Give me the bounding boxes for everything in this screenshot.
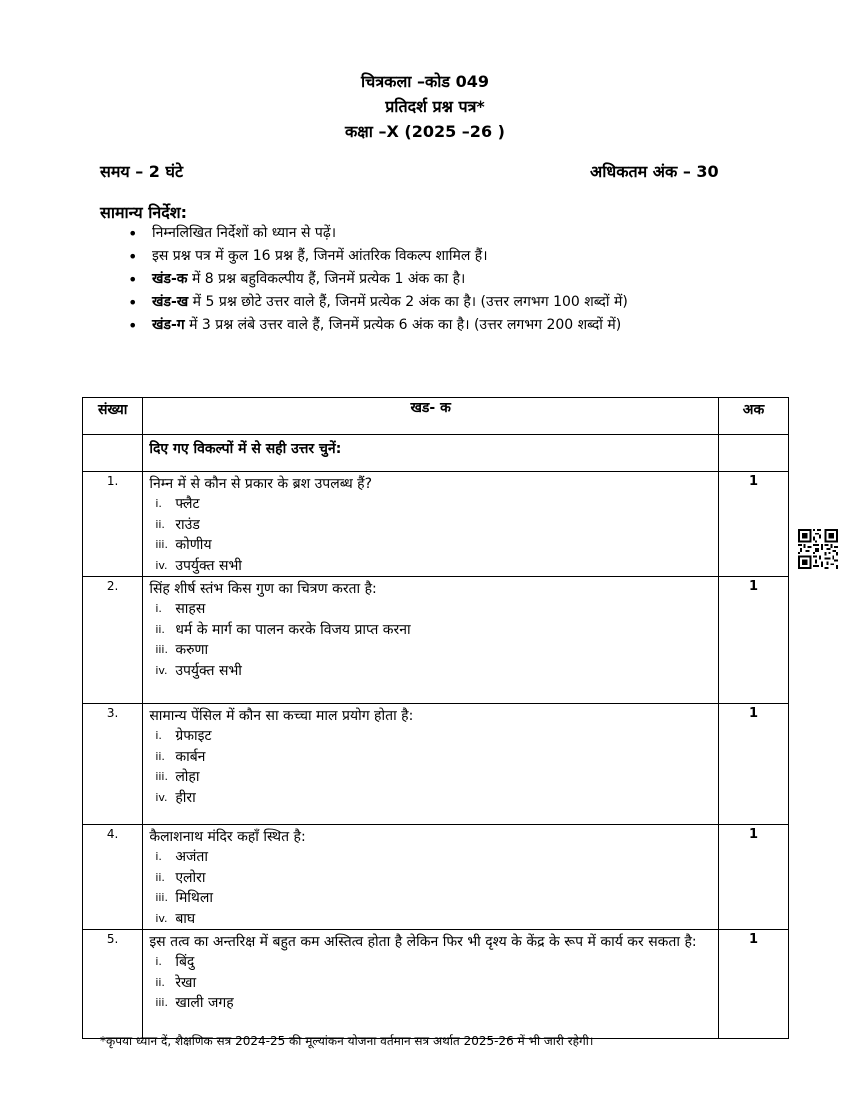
question-marks: 1 <box>719 704 789 825</box>
question-marks: 1 <box>719 930 789 1039</box>
question-text: सामान्य पेंसिल में कौन सा कच्चा माल प्रयोग होता है: <box>149 708 414 724</box>
question-text: सिंह शीर्ष स्तंभ किस गुण का चित्रण करता है: <box>149 581 377 597</box>
question-number: 5. <box>83 930 143 1039</box>
table-header-row <box>83 398 789 435</box>
instruction-item: • खंड-ख में 5 प्रश्न छोटे उत्तर वाले हैं, जिनमें प्रत्येक 2 अंक का है। (उत्तर लगभग 100 शब्दों में) <box>128 291 748 314</box>
time-allowed: समय – 2 घंटे <box>100 162 184 181</box>
table-row <box>83 704 789 825</box>
instructions-title: सामान्य निर्देश: <box>100 203 188 222</box>
option-item: i. बिंदु <box>155 954 195 970</box>
instruction-item: • इस प्रश्न पत्र में कुल 16 प्रश्न हैं, जिनमें आंतरिक विकल्प शामिल हैं। <box>128 245 748 268</box>
paper-title: चित्रकला –कोड 049 <box>361 72 489 91</box>
max-marks: अधिकतम अंक – 30 <box>590 162 719 181</box>
option-item: i. ग्रेफाइट <box>155 728 212 744</box>
option-item: iv. उपर्युक्त सभी <box>155 557 242 574</box>
instruction-item: • खंड-ग में 3 प्रश्न लंबे उत्तर वाले हैं, जिनमें प्रत्येक 6 अंक का है। (उत्तर लगभग 200 शब्दों में) <box>128 314 748 337</box>
question-marks: 1 <box>719 825 789 930</box>
question-text: कैलाशनाथ मंदिर कहाँ स्थित है: <box>149 829 306 845</box>
question-number: 4. <box>83 825 143 930</box>
question-number: 3. <box>83 704 143 825</box>
option-item: ii. रेखा <box>155 974 197 991</box>
instruction-row <box>83 435 789 472</box>
col-section-header: खड- क <box>143 398 719 435</box>
options-list <box>149 726 712 808</box>
options-list <box>149 494 712 576</box>
table-row <box>83 472 789 577</box>
table-row <box>83 825 789 930</box>
question-text: निम्न में से कौन से प्रकार के ब्रश उपलब्ध हैं? <box>149 476 373 492</box>
col-marks-header: अक <box>719 398 789 435</box>
option-item: iii. करुणा <box>155 642 209 658</box>
option-item: i. साहस <box>155 601 206 617</box>
instruction-item: • खंड-क में 8 प्रश्न बहुविकल्पीय हैं, जिनमें प्रत्येक 1 अंक का है। <box>128 268 748 291</box>
option-item: ii. धर्म के मार्ग का पालन करके विजय प्राप्त करना <box>155 621 411 638</box>
question-marks: 1 <box>719 472 789 577</box>
paper-subtitle: प्रतिदर्श प्रश्न पत्र* <box>385 97 485 116</box>
qr-code-icon <box>798 528 838 570</box>
option-item: ii. एलोरा <box>155 869 206 886</box>
options-list <box>149 847 712 929</box>
question-text: इस तत्व का अन्तरिक्ष में बहुत कम अस्तित्व होता है लेकिन फिर भी दृश्य के केंद्र के रूप में कार्य कर सकता है: <box>149 934 697 950</box>
option-item: iii. लोहा <box>155 769 200 785</box>
class-line: कक्षा –X (2025 –26 ) <box>345 122 505 141</box>
section-instruction: दिए गए विकल्पों में से सही उत्तर चुनें: <box>143 435 719 472</box>
instructions-list <box>128 222 748 337</box>
footnote: *कृपया ध्यान दें, शैक्षणिक सत्र 2024-25 की मूल्यांकन योजना वर्तमान सत्र अर्थात 2025-26 में भी जारी रहेगी। <box>100 1034 594 1048</box>
question-number: 1. <box>83 472 143 577</box>
option-item: iii. कोणीय <box>155 537 212 553</box>
option-item: i. फ्लैट <box>155 496 200 512</box>
option-item: iv. उपर्युक्त सभी <box>155 662 242 679</box>
option-item: iv. बाघ <box>155 910 196 927</box>
question-table <box>82 397 789 1039</box>
option-item: iii. मिथिला <box>155 890 214 906</box>
options-list <box>149 952 712 1014</box>
question-number: 2. <box>83 577 143 704</box>
table-row <box>83 930 789 1039</box>
col-number-header: संख्या <box>83 398 143 435</box>
option-item: ii. राउंड <box>155 516 200 533</box>
option-item: iii. खाली जगह <box>155 995 234 1011</box>
table-row <box>83 577 789 704</box>
option-item: ii. कार्बन <box>155 748 206 765</box>
option-item: iv. हीरा <box>155 789 196 806</box>
options-list <box>149 599 712 681</box>
question-marks: 1 <box>719 577 789 704</box>
instruction-item: • निम्नलिखित निर्देशों को ध्यान से पढ़ें। <box>128 222 748 245</box>
option-item: i. अजंता <box>155 849 209 865</box>
